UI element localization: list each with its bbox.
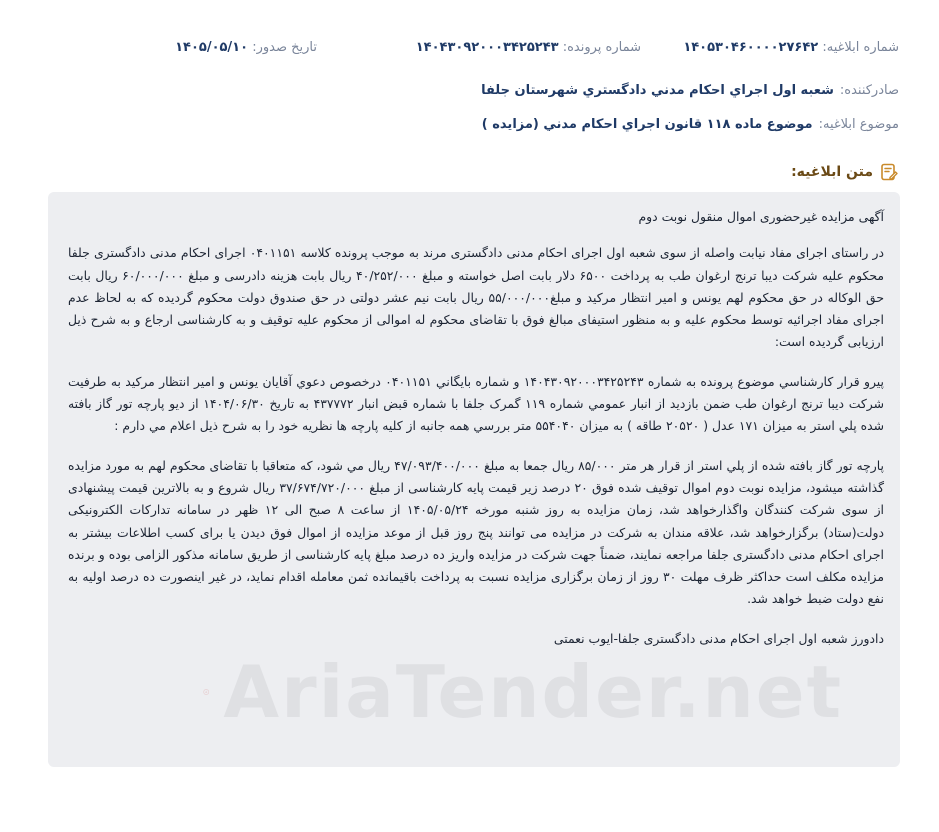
notice-body [68, 206, 884, 667]
notice-text-heading-label: متن ابلاغیه: [791, 164, 873, 180]
notice-body-title: آگهی مزایده غیرحضوری اموال منقول نوبت دوم [638, 209, 884, 224]
case-number-value: ۱۴۰۴۳۰۹۲۰۰۰۳۴۲۵۲۴۳ [415, 39, 559, 55]
subject-row [40, 117, 899, 132]
issuer-label: صادرکننده: [839, 83, 899, 98]
notice-number-field [683, 40, 899, 55]
notice-text-heading [791, 162, 899, 182]
notice-text-box [48, 192, 900, 767]
case-number-label: شماره پرونده: [562, 39, 641, 55]
subject-label: موضوع ابلاغیه: [818, 117, 899, 132]
notice-number-label: شماره ابلاغیه: [822, 39, 899, 55]
document-edit-icon [879, 162, 899, 182]
issue-date-field [175, 40, 317, 55]
issuer-value: شعبه اول اجراي احکام مدني دادگستري شهرستان جلفا [481, 83, 834, 98]
subject-value: موضوع ماده ۱۱۸ قانون اجراي احکام مدني (مزايده ) [481, 117, 813, 132]
notice-paragraph: پارچه تور گاز بافته شده از پلي استر از قرار هر متر ۸۵/۰۰۰ ريال جمعا به مبلغ ۴۷/۰۹۳/۴۰۰/۰۰۰ ريال مي شود، که متعاقبا با تقاضای محکوم لهم به مورد مزایده گذاشته میشود، مزایده نوبت دوم اموال توقیف شده فوق ۲۰ درصد زیر قیمت پایه کارشناسی از مبلغ ۳۷/۶۷۴/۷۲۰/۰۰۰ ریال شروع و به بالاترین قیمت پیشنهادی از سوی شرکت کنندگان واگذارخواهد شد، زمان مزایده به روز شنبه مورخه ۱۴۰۵/۰۵/۲۴ از ساعت ۸ صبح الی ۱۲ ظهر در سامانه تدارکات الکترونیکی دولت(ستاد) برگزارخواهد شد، علاقه مندان به شرکت در مزایده می توانند پنج روز قبل از موعد مزایده از اموال فوق دیدن یا برای کسب اطلاعات بیشتر به اجرای احکام مدنی دادگستری جلفا مراجعه نمایند، ضمناً جهت شرکت در مزایده واریز ده درصد مبلغ پایه کارشناسی از طریق سامانه مذکور الزامی بوده و برنده مزایده مکلف است حداکثر ظرف مهلت ۳۰ روز از زمان برگزاری مزایده نسبت به پرداخت باقیمانده ثمن معامله اقدام نماید، در غیر اینصورت ده درصد اولیه به نفع دولت ضبط خواهد شد. [68, 457, 885, 607]
issue-date-value: ۱۴۰۵/۰۵/۱۰ [175, 39, 249, 55]
notice-signature: دادورز شعبه اول اجرای احکام مدنی دادگستری جلفا-ایوب نعمتی [553, 630, 884, 646]
issuer-row [40, 83, 899, 98]
notice-paragraph: در راستای اجرای مفاد نیابت واصله از سوی شعبه اول اجرای احکام مدنی دادگستری مرند به موجب پرونده کلاسه ۰۴۰۱۱۵۱ اجرای احکام مدنی دادگستری جلفا محکوم علیه شرکت دیبا ترنج ارغوان طب به پرداخت ۶۵۰۰ دلار بابت اصل خواسته و مبلغ ۴۰/۲۵۲/۰۰۰ ریال بابت هزینه دادرسی و مبلغ ۶۰/۰۰۰/۰۰۰ ریال بابت حق الوکاله در حق محکوم لهم یونس و امیر انتظار مرکید و مبلغ۵۵/۰۰۰/۰۰۰ ریال بابت نیم عشر دولتی در حق صندوق دولت محکوم گردیده که به لحاظ عدم اجرای مفاد اجرائیه توسط محکوم علیه و به منظور استیفای مبالغ فوق با تقاضای محکوم له اموالی از محکوم علیه توقیف و به کارشناسی ارجاع و به شرح ذیل ارزیابی گردیده است: [68, 245, 884, 350]
notice-number-value: ۱۴۰۵۳۰۴۶۰۰۰۰۲۷۶۴۲ [683, 39, 819, 55]
notice-paragraph: پیرو قرار کارشناسي موضوع پرونده به شماره ۱۴۰۴۳۰۹۲۰۰۰۳۴۲۵۲۴۳ و شماره بايگاني ۰۴۰۱۱۵۱ درخصوص دعوي آقايان يونس و امير انتظار مركيد به طرفيت شركت ديبا ترنج ارغوان طب ضمن بازديد از انبار عمومي شماره ۱۱۹ گمرک جلفا با شماره قبض انبار ۴۳۷۷۷۲ به تاريخ ۱۴۰۴/۰۶/۳۰ از ديو پارچه تور گاز بافته شده پلي استر به ميزان ۱۷۱ عدل ( ۲۰۵۲۰ طاقه ) به ميزان ۵۵۴۰۴۰ متر بررسي همه جانبه از كليه پارچه ها نظريه خود را به شرح ذيل اعلام مي دارم : [68, 373, 884, 434]
issue-date-label: تاریخ صدور: [252, 39, 317, 55]
watermark-text: AriaTender.net [223, 650, 843, 734]
case-number-field [416, 40, 641, 55]
